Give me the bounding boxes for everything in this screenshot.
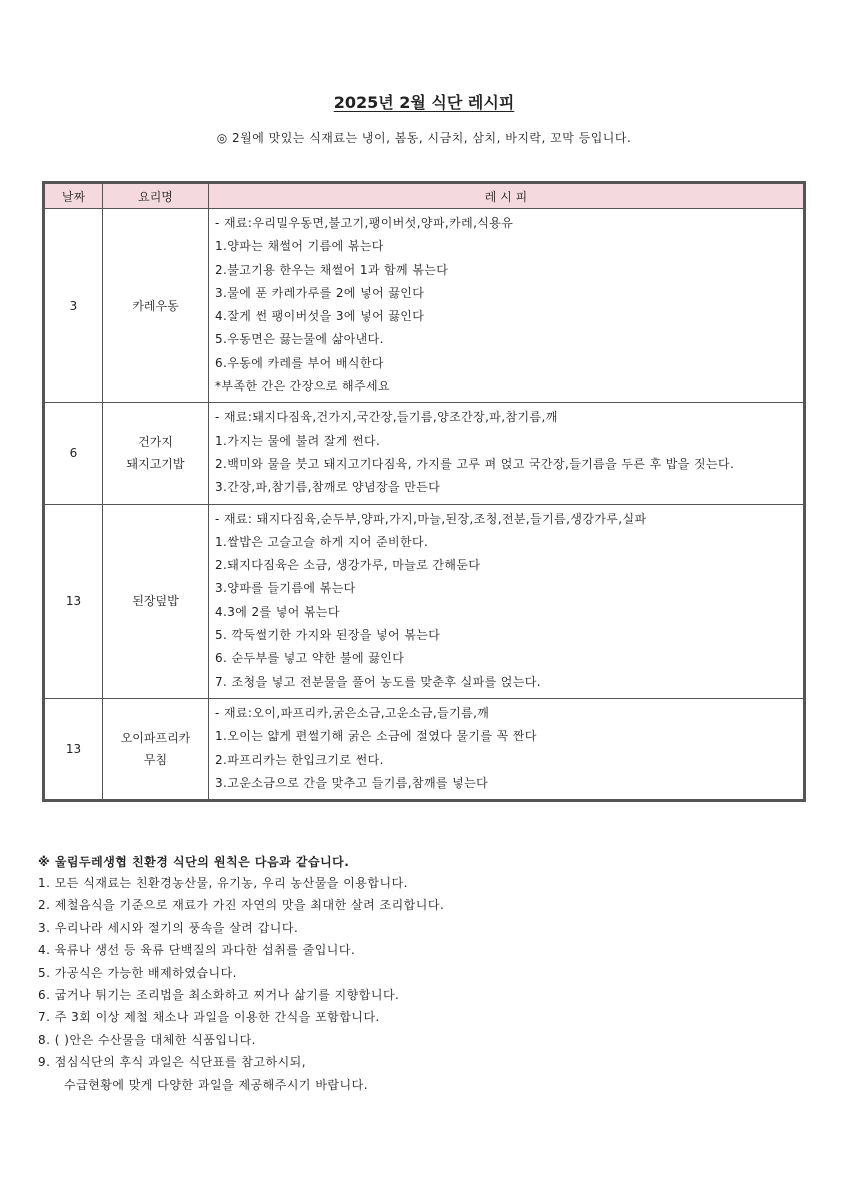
dish-name-line: 된장덮밥 <box>132 594 179 609</box>
recipe-line: 1.오이는 얇게 편썰기해 굵은 소금에 절였다 물기를 꼭 짠다 <box>215 729 537 744</box>
principle-item: 7. 주 3회 이상 제철 채소나 과일을 이용한 간식을 포함합니다. <box>38 1010 380 1025</box>
principle-item: 3. 우리나라 세시와 절기의 풍속을 살려 갑니다. <box>38 920 299 935</box>
row-recipe <box>209 504 804 698</box>
recipe-line: 3.물에 푼 카레가루를 2에 넣어 끓인다 <box>215 285 425 300</box>
recipe-line: 2.백미와 물을 붓고 돼지고기다짐육, 가지를 고루 펴 얹고 국간장,들기름을 두른 후 밥을 짓는다. <box>215 456 735 471</box>
row-dish <box>103 504 209 698</box>
recipe-line: 3.간장,파,참기름,참깨로 양념장을 만든다 <box>215 480 441 495</box>
recipe-line: 5.우동면은 끓는물에 삶아낸다. <box>215 332 384 347</box>
dish-name-line: 돼지고기밥 <box>126 457 185 472</box>
header-date: 날짜 <box>45 184 103 209</box>
recipe-line: - 재료:오이,파프리카,굵은소금,고운소금,들기름,깨 <box>215 705 490 720</box>
principle-item-continuation: 수급현황에 맞게 다양한 과일을 제공해주시기 바랍니다. <box>64 1077 369 1092</box>
recipe-line: 4.잘게 썬 팽이버섯을 3에 넣어 끓인다 <box>215 309 425 324</box>
page-subtitle: ◎ 2월에 맛있는 식재료는 냉이, 봄동, 시금치, 삼치, 바지락, 꼬막 등입니다. <box>216 131 632 145</box>
recipe-line: 3.고운소금으로 간을 맞추고 들기름,참깨를 넣는다 <box>215 775 489 790</box>
principle-item: 8. ( )안은 수산물을 대체한 식품입니다. <box>38 1032 256 1047</box>
row-date: 6 <box>45 403 103 504</box>
principle-item: 6. 굽거나 튀기는 조리법을 최소화하고 찌거나 삶기를 지향합니다. <box>38 988 400 1003</box>
row-date: 13 <box>45 698 103 799</box>
recipe-line: 2.돼지다짐육은 소금, 생강가루, 마늘로 간해둔다 <box>215 558 481 573</box>
principle-item: 5. 가공식은 가능한 배제하였습니다. <box>38 965 237 980</box>
principle-item: 9. 점심식단의 후식 과일은 식단표를 참고하시되, <box>38 1055 307 1070</box>
row-recipe <box>209 403 804 504</box>
dish-name-line: 무침 <box>143 753 168 768</box>
table-header-row <box>45 184 804 209</box>
recipe-line: 6.우동에 카레를 부어 배식한다 <box>215 355 384 370</box>
table-row <box>45 209 804 403</box>
row-dish <box>103 209 209 403</box>
recipe-line: 6. 순두부를 넣고 약한 불에 끓인다 <box>215 651 405 666</box>
principles-title: ※ 울림두레생협 친환경 식단의 원칙은 다음과 같습니다. <box>38 855 350 869</box>
recipe-line: 4.3에 2를 넣어 볶는다 <box>215 604 340 619</box>
recipe-line: 1.양파는 채썰어 기름에 볶는다 <box>215 239 384 254</box>
recipe-line: 3.양파를 들기름에 볶는다 <box>215 581 356 596</box>
table-row <box>45 698 804 799</box>
recipe-line: - 재료: 돼지다짐육,순두부,양파,가지,마늘,된장,조청,전분,들기름,생강가루,실파 <box>215 511 647 526</box>
recipe-line: 5. 깍둑썰기한 가지와 된장을 넣어 볶는다 <box>215 628 441 643</box>
dish-name-line: 건가지 <box>138 435 173 450</box>
recipe-line: 1.가지는 물에 불려 잘게 썬다. <box>215 433 381 448</box>
table-row <box>45 403 804 504</box>
principle-item: 1. 모든 식재료는 친환경농산물, 유기농, 우리 농산물을 이용합니다. <box>38 876 408 890</box>
row-dish <box>103 403 209 504</box>
recipe-line: 1.쌀밥은 고슬고슬 하게 지어 준비한다. <box>215 534 429 549</box>
recipe-line: 7. 조청을 넣고 전분물을 풀어 농도를 맞춘후 실파를 얹는다. <box>215 674 541 689</box>
principle-item: 2. 제철음식을 기준으로 재료가 가진 자연의 맛을 최대한 살려 조리합니다. <box>38 898 445 913</box>
header-dish: 요리명 <box>103 184 209 209</box>
principles-section <box>38 853 798 1096</box>
table-row <box>45 504 804 698</box>
recipe-line: 2.파프리카는 한입크기로 썬다. <box>215 752 384 767</box>
principle-item: 4. 육류나 생선 등 육류 단백질의 과다한 섭취를 줄입니다. <box>38 943 356 958</box>
row-recipe <box>209 698 804 799</box>
row-date: 13 <box>45 504 103 698</box>
header-recipe: 레 시 피 <box>209 184 804 209</box>
dish-name-line: 카레우동 <box>132 298 179 313</box>
recipe-line: 2.불고기용 한우는 채썰어 1과 함께 볶는다 <box>215 262 449 277</box>
recipe-line: *부족한 간은 간장으로 해주세요 <box>215 379 390 394</box>
recipe-line: - 재료:우리밀우동면,불고기,팽이버섯,양파,카레,식용유 <box>215 216 514 230</box>
row-recipe <box>209 209 804 403</box>
page-title: 2025년 2월 식단 레시피 <box>333 93 515 112</box>
row-dish <box>103 698 209 799</box>
recipe-table <box>44 183 804 800</box>
row-date: 3 <box>45 209 103 403</box>
recipe-line: - 재료:돼지다짐육,건가지,국간장,들기름,양조간장,파,참기름,깨 <box>215 410 558 425</box>
dish-name-line: 오이파프리카 <box>120 731 191 746</box>
